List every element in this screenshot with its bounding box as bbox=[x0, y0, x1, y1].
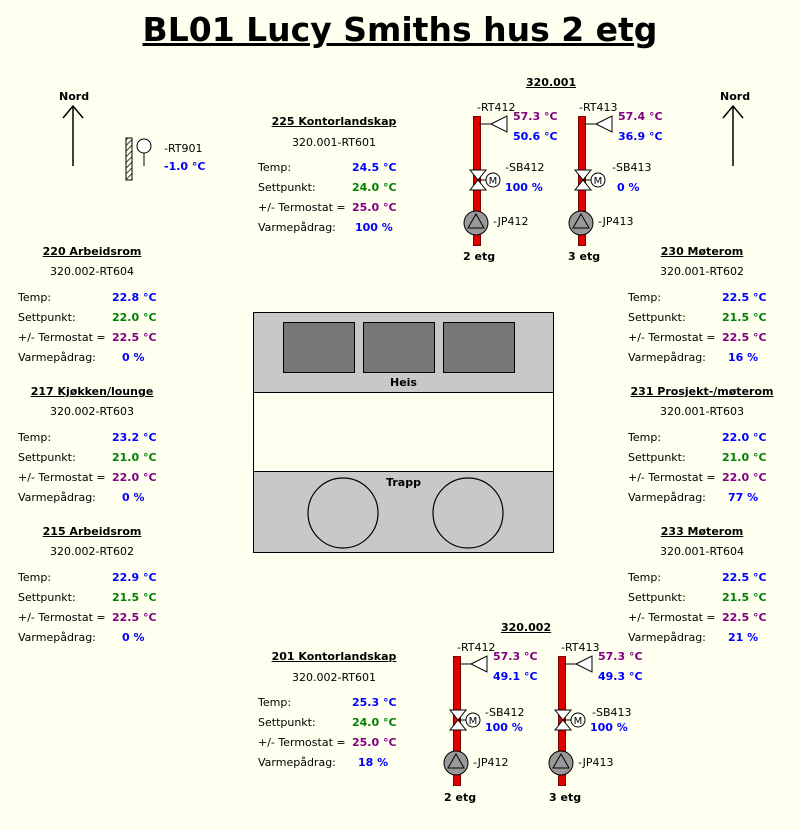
c2-left-temp-sensor-icon bbox=[459, 652, 491, 678]
c1-right-sb-tag: -SB413 bbox=[612, 161, 652, 174]
room-233-title[interactable]: 233 Møterom bbox=[660, 525, 744, 538]
c1-right-pump-icon[interactable] bbox=[568, 210, 596, 238]
c2-right-floor: 3 etg bbox=[549, 791, 582, 804]
room-230-term-label: +/- Termostat = bbox=[628, 331, 716, 344]
room-233-temp-label: Temp: bbox=[628, 571, 662, 584]
room-231-title[interactable]: 231 Prosjekt-/møterom bbox=[630, 385, 774, 398]
room-217-term-label: +/- Termostat = bbox=[18, 471, 106, 484]
room-201-term-value: 25.0 °C bbox=[352, 736, 397, 749]
c1-right-sb-value: 0 % bbox=[617, 181, 640, 194]
north-arrow-right-icon bbox=[722, 104, 744, 168]
c1-right-valve-icon[interactable] bbox=[572, 167, 608, 193]
c2-left-pump-tag: -JP412 bbox=[473, 756, 509, 769]
room-225-temp-label: Temp: bbox=[258, 161, 292, 174]
c1-left-temp-sensor-icon bbox=[479, 112, 511, 138]
room-217-var-label: Varmepådrag: bbox=[18, 491, 96, 504]
room-225-title[interactable]: 225 Kontorlandskap bbox=[271, 115, 397, 128]
room-233-temp-value: 22.5 °C bbox=[722, 571, 767, 584]
circuit-320002-title[interactable]: 320.002 bbox=[501, 621, 552, 634]
room-201-term-label: +/- Termostat = bbox=[258, 736, 346, 749]
room-225-set-label: Settpunkt: bbox=[258, 181, 316, 194]
room-225-set-value[interactable]: 24.0 °C bbox=[352, 181, 397, 194]
room-215-set-value[interactable]: 21.5 °C bbox=[112, 591, 157, 604]
room-220-var-value: 0 % bbox=[122, 351, 145, 364]
stair-circle-right-icon bbox=[430, 475, 506, 551]
c2-left-supply-value: 57.3 °C bbox=[493, 650, 538, 663]
room-231-temp-label: Temp: bbox=[628, 431, 662, 444]
c2-left-pump-icon[interactable] bbox=[443, 750, 471, 778]
room-220-set-value[interactable]: 22.0 °C bbox=[112, 311, 157, 324]
room-225-var-label: Varmepådrag: bbox=[258, 221, 336, 234]
elevator-shaft-2 bbox=[363, 322, 435, 373]
room-201-set-value[interactable]: 24.0 °C bbox=[352, 716, 397, 729]
room-230-var-label: Varmepådrag: bbox=[628, 351, 706, 364]
c2-right-sb-tag: -SB413 bbox=[592, 706, 632, 719]
room-231-term-value: 22.0 °C bbox=[722, 471, 767, 484]
c1-left-sb-value: 100 % bbox=[505, 181, 543, 194]
c1-left-rt-tag: -RT412 bbox=[477, 101, 516, 114]
elevator-label: Heis bbox=[390, 376, 417, 389]
room-215-set-label: Settpunkt: bbox=[18, 591, 76, 604]
north-label-right: Nord bbox=[720, 90, 751, 103]
room-220-title[interactable]: 220 Arbeidsrom bbox=[42, 245, 142, 258]
room-233-term-label: +/- Termostat = bbox=[628, 611, 716, 624]
c1-left-pump-icon[interactable] bbox=[463, 210, 491, 238]
c1-right-rt-tag: -RT413 bbox=[579, 101, 618, 114]
room-230-set-value[interactable]: 21.5 °C bbox=[722, 311, 767, 324]
room-217-tag: 320.002-RT603 bbox=[49, 405, 134, 418]
c2-right-sb-value: 100 % bbox=[590, 721, 628, 734]
c1-left-return-value: 50.6 °C bbox=[513, 130, 558, 143]
room-233-var-label: Varmepådrag: bbox=[628, 631, 706, 644]
room-215-tag: 320.002-RT602 bbox=[49, 545, 134, 558]
room-215-term-label: +/- Termostat = bbox=[18, 611, 106, 624]
c1-left-sb-tag: -SB412 bbox=[505, 161, 545, 174]
room-231-var-value: 77 % bbox=[728, 491, 759, 504]
room-201-set-label: Settpunkt: bbox=[258, 716, 316, 729]
room-230-tag: 320.001-RT602 bbox=[659, 265, 744, 278]
room-217-set-label: Settpunkt: bbox=[18, 451, 76, 464]
room-220-term-value: 22.5 °C bbox=[112, 331, 157, 344]
outdoor-sensor-icon[interactable] bbox=[120, 134, 160, 184]
room-220-term-label: +/- Termostat = bbox=[18, 331, 106, 344]
room-230-title[interactable]: 230 Møterom bbox=[660, 245, 744, 258]
room-225-var-value: 100 % bbox=[355, 221, 393, 234]
room-217-set-value[interactable]: 21.0 °C bbox=[112, 451, 157, 464]
room-225-term-value: 25.0 °C bbox=[352, 201, 397, 214]
c1-right-return-value: 36.9 °C bbox=[618, 130, 663, 143]
room-230-set-label: Settpunkt: bbox=[628, 311, 686, 324]
c1-left-supply-value: 57.3 °C bbox=[513, 110, 558, 123]
room-215-var-label: Varmepådrag: bbox=[18, 631, 96, 644]
svg-text:M: M bbox=[573, 716, 583, 727]
room-231-term-label: +/- Termostat = bbox=[628, 471, 716, 484]
c2-left-floor: 2 etg bbox=[444, 791, 477, 804]
c2-left-return-value: 49.1 °C bbox=[493, 670, 538, 683]
room-231-tag: 320.001-RT603 bbox=[659, 405, 744, 418]
room-217-var-value: 0 % bbox=[122, 491, 145, 504]
room-217-temp-label: Temp: bbox=[18, 431, 52, 444]
room-201-var-value: 18 % bbox=[358, 756, 389, 769]
room-220-temp-value: 22.8 °C bbox=[112, 291, 157, 304]
room-230-temp-label: Temp: bbox=[628, 291, 662, 304]
circuit-320001-title[interactable]: 320.001 bbox=[526, 76, 577, 89]
room-231-var-label: Varmepådrag: bbox=[628, 491, 706, 504]
room-201-title[interactable]: 201 Kontorlandskap bbox=[271, 650, 397, 663]
c2-left-sb-tag: -SB412 bbox=[485, 706, 525, 719]
room-233-var-value: 21 % bbox=[728, 631, 759, 644]
room-231-temp-value: 22.0 °C bbox=[722, 431, 767, 444]
room-233-tag: 320.001-RT604 bbox=[659, 545, 744, 558]
room-201-tag: 320.002-RT601 bbox=[291, 671, 376, 684]
north-arrow-left-icon bbox=[62, 104, 84, 168]
room-215-temp-value: 22.9 °C bbox=[112, 571, 157, 584]
room-215-var-value: 0 % bbox=[122, 631, 145, 644]
room-217-title[interactable]: 217 Kjøkken/lounge bbox=[30, 385, 154, 398]
room-217-term-value: 22.0 °C bbox=[112, 471, 157, 484]
room-217-temp-value: 23.2 °C bbox=[112, 431, 157, 444]
room-201-temp-value: 25.3 °C bbox=[352, 696, 397, 709]
c1-left-valve-icon[interactable] bbox=[467, 167, 503, 193]
stair-circle-left-icon bbox=[305, 475, 381, 551]
c1-left-floor: 2 etg bbox=[463, 250, 496, 263]
corridor-block bbox=[253, 392, 554, 473]
svg-text:M: M bbox=[468, 716, 478, 727]
c1-right-supply-value: 57.4 °C bbox=[618, 110, 663, 123]
c2-right-temp-sensor-icon bbox=[564, 652, 596, 678]
room-215-title[interactable]: 215 Arbeidsrom bbox=[42, 525, 142, 538]
c2-right-pump-tag: -JP413 bbox=[578, 756, 614, 769]
room-220-temp-label: Temp: bbox=[18, 291, 52, 304]
c2-right-return-value: 49.3 °C bbox=[598, 670, 643, 683]
room-230-var-value: 16 % bbox=[728, 351, 759, 364]
room-231-set-value[interactable]: 21.0 °C bbox=[722, 451, 767, 464]
c2-left-rt-tag: -RT412 bbox=[457, 641, 496, 654]
room-215-temp-label: Temp: bbox=[18, 571, 52, 584]
room-230-term-value: 22.5 °C bbox=[722, 331, 767, 344]
svg-text:M: M bbox=[488, 176, 498, 187]
c2-right-valve-icon[interactable] bbox=[552, 707, 588, 733]
elevator-shaft-1 bbox=[283, 322, 355, 373]
outdoor-sensor-tag: -RT901 bbox=[164, 142, 203, 155]
room-220-tag: 320.002-RT604 bbox=[49, 265, 134, 278]
room-231-set-label: Settpunkt: bbox=[628, 451, 686, 464]
c2-left-valve-icon[interactable] bbox=[447, 707, 483, 733]
c1-right-pump-tag: -JP413 bbox=[598, 215, 634, 228]
room-225-tag: 320.001-RT601 bbox=[291, 136, 376, 149]
c2-right-pump-icon[interactable] bbox=[548, 750, 576, 778]
room-215-term-value: 22.5 °C bbox=[112, 611, 157, 624]
room-201-temp-label: Temp: bbox=[258, 696, 292, 709]
room-220-var-label: Varmepådrag: bbox=[18, 351, 96, 364]
elevator-shaft-3 bbox=[443, 322, 515, 373]
c2-right-supply-value: 57.3 °C bbox=[598, 650, 643, 663]
c1-left-pump-tag: -JP412 bbox=[493, 215, 529, 228]
room-225-term-label: +/- Termostat = bbox=[258, 201, 346, 214]
c1-right-floor: 3 etg bbox=[568, 250, 601, 263]
room-233-term-value: 22.5 °C bbox=[722, 611, 767, 624]
room-230-temp-value: 22.5 °C bbox=[722, 291, 767, 304]
outdoor-temp-value: -1.0 °C bbox=[164, 160, 206, 173]
room-201-var-label: Varmepådrag: bbox=[258, 756, 336, 769]
room-220-set-label: Settpunkt: bbox=[18, 311, 76, 324]
room-233-set-label: Settpunkt: bbox=[628, 591, 686, 604]
room-225-temp-value: 24.5 °C bbox=[352, 161, 397, 174]
c2-right-rt-tag: -RT413 bbox=[561, 641, 600, 654]
svg-text:M: M bbox=[593, 176, 603, 187]
page-title: BL01 Lucy Smiths hus 2 etg bbox=[142, 10, 658, 49]
room-233-set-value[interactable]: 21.5 °C bbox=[722, 591, 767, 604]
stair-label: Trapp bbox=[386, 476, 421, 489]
c2-left-sb-value: 100 % bbox=[485, 721, 523, 734]
north-label-left: Nord bbox=[59, 90, 90, 103]
c1-right-temp-sensor-icon bbox=[584, 112, 616, 138]
